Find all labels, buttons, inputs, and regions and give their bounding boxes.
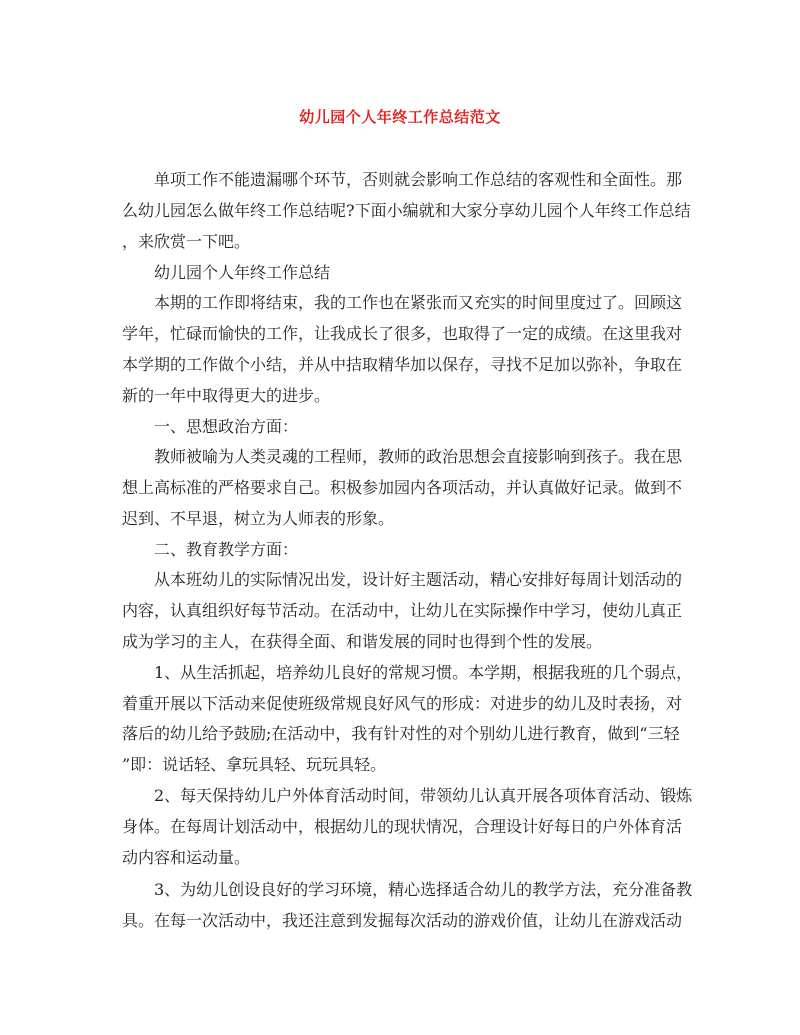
paragraph-line: 新的一年中取得更大的进步。 xyxy=(122,386,331,405)
paragraph-line: 身体。在每周计划活动中，根据幼儿的现状情况，合理设计好每日的户外体育活 xyxy=(122,817,683,836)
paragraph-line: 具。在每一次活动中，我还注意到发掘每次活动的游戏价值，让幼儿在游戏活动 xyxy=(122,911,683,930)
paragraph-line: 从本班幼儿的实际情况出发，设计好主题活动，精心安排好每周计划活动的 xyxy=(154,570,683,589)
paragraph-line: 迟到、不早退，树立为人师表的形象。 xyxy=(122,509,395,528)
section-heading: 幼儿园个人年终工作总结 xyxy=(154,263,331,282)
paragraph-line: 想上高标准的严格要求自己。积极参加园内各项活动，并认真做好记录。做到不 xyxy=(122,478,683,497)
paragraph-line: 3、为幼儿创设良好的学习环境，精心选择适合幼儿的教学方法，充分准备教 xyxy=(154,880,693,899)
paragraph-line: 本期的工作即将结束，我的工作也在紧张而又充实的时间里度过了。回顾这 xyxy=(154,293,683,312)
paragraph-line: 动内容和运动量。 xyxy=(122,848,251,867)
document-title: 幼儿园个人年终工作总结范文 xyxy=(299,108,501,126)
paragraph-line: 落后的幼儿给予鼓励;在活动中，我有针对性的对个别幼儿进行教育，做到“三轻 xyxy=(122,724,680,743)
paragraph-line: 本学期的工作做个小结，并从中拮取精华加以保存，寻找不足加以弥补，争取在 xyxy=(122,355,683,374)
paragraph-line: ，来欣赏一下吧。 xyxy=(122,232,251,251)
paragraph-line: 着重开展以下活动来促使班级常规良好风气的形成：对进步的幼儿及时表扬，对 xyxy=(122,694,683,713)
paragraph-line: 么幼儿园怎么做年终工作总结呢?下面小编就和大家分享幼儿园个人年终工作总结 xyxy=(122,201,691,220)
paragraph-line: 成为学习的主人，在获得全面、和谐发展的同时也得到个性的发展。 xyxy=(122,632,603,651)
paragraph-line: 教师被喻为人类灵魂的工程师，教师的政治思想会直接影响到孩子。我在思 xyxy=(154,447,683,466)
paragraph-line: 单项工作不能遗漏哪个环节，否则就会影响工作总结的客观性和全面性。那 xyxy=(154,170,683,189)
section-heading: 一、思想政治方面： xyxy=(154,417,299,436)
paragraph-line: 学年，忙碌而愉快的工作，让我成长了很多，也取得了一定的成绩。在这里我对 xyxy=(122,324,683,343)
paragraph-line: 1、从生活抓起，培养幼儿良好的常规习惯。本学期，根据我班的几个弱点， xyxy=(154,663,693,682)
section-heading: 二、教育教学方面： xyxy=(154,540,299,559)
paragraph-line: 内容，认真组织好每节活动。在活动中，让幼儿在实际操作中学习，使幼儿真正 xyxy=(122,601,683,620)
paragraph-line: ”即：说话轻、拿玩具轻、玩玩具轻。 xyxy=(122,755,387,774)
paragraph-line: 2、每天保持幼儿户外体育活动时间，带领幼儿认真开展各项体育活动、锻炼 xyxy=(154,786,693,805)
